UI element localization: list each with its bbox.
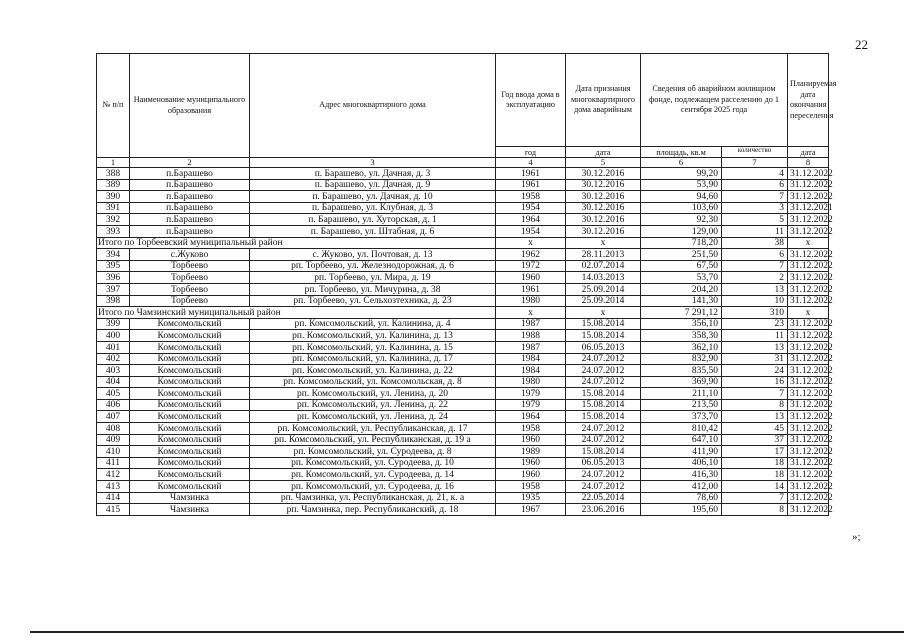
row-number: 393	[97, 225, 130, 237]
total-plan-cell: х	[788, 307, 829, 319]
address-cell: рп. Комсомольский, ул. Суродеева, д. 16	[250, 481, 496, 493]
residents-count-cell: 7	[722, 388, 788, 400]
table-row	[97, 168, 829, 180]
planned-date-cell: 31.12.2022	[788, 504, 829, 516]
year-cell: 1958	[496, 481, 566, 493]
recognition-date-cell: 22.05.2014	[566, 492, 641, 504]
year-cell: 1960	[496, 272, 566, 284]
address-cell: рп. Комсомольский, ул. Суродеева, д. 10	[250, 457, 496, 469]
planned-date-cell: 31.12.2022	[788, 249, 829, 261]
municipality-cell: Комсомольский	[130, 423, 250, 435]
address-cell: рп. Торбеево, ул. Железнодорожная, д. 6	[250, 260, 496, 272]
municipality-cell: п.Барашево	[130, 179, 250, 191]
planned-date-cell: 31.12.2022	[788, 272, 829, 284]
header-info: Сведения об аварийном жилищном фонде, подлежащем расселению до 1 сентября 2025 года	[641, 54, 788, 147]
address-cell: рп. Комсомольский, ул. Ленина, д. 20	[250, 388, 496, 400]
year-cell: 1960	[496, 457, 566, 469]
planned-date-cell: 31.12.2022	[788, 283, 829, 295]
table-row	[97, 446, 829, 458]
residents-count-cell: 18	[722, 469, 788, 481]
area-cell: 647,10	[641, 434, 722, 446]
area-cell: 103,60	[641, 202, 722, 214]
row-number: 408	[97, 423, 130, 435]
residents-count-cell: 31	[722, 353, 788, 365]
row-number: 399	[97, 318, 130, 330]
municipality-cell: Комсомольский	[130, 341, 250, 353]
area-cell: 369,90	[641, 376, 722, 388]
residents-count-cell: 2	[722, 272, 788, 284]
residents-count-cell: 13	[722, 283, 788, 295]
year-cell: 1980	[496, 295, 566, 307]
row-number: 402	[97, 353, 130, 365]
year-cell: 1989	[496, 446, 566, 458]
table-row	[97, 492, 829, 504]
residents-count-cell: 18	[722, 457, 788, 469]
residents-count-cell: 14	[722, 481, 788, 493]
recognition-date-cell: 24.07.2012	[566, 353, 641, 365]
table-row	[97, 423, 829, 435]
residents-count-cell: 17	[722, 446, 788, 458]
table-row	[97, 504, 829, 516]
table-row	[97, 249, 829, 261]
recognition-date-cell: 28.11.2013	[566, 249, 641, 261]
recognition-date-cell: 30.12.2016	[566, 168, 641, 180]
row-number: 413	[97, 481, 130, 493]
address-cell: рп. Комсомольский, ул. Калинина, д. 15	[250, 341, 496, 353]
table-row	[97, 411, 829, 423]
subheader-area: площадь, кв.м	[641, 147, 722, 158]
area-cell: 195,60	[641, 504, 722, 516]
row-number: 404	[97, 376, 130, 388]
table-row	[97, 214, 829, 226]
year-cell: 1958	[496, 423, 566, 435]
year-cell: 1964	[496, 214, 566, 226]
address-cell: рп. Комсомольский, ул. Республиканская, д. 19 а	[250, 434, 496, 446]
municipality-cell: Комсомольский	[130, 318, 250, 330]
year-cell: 1961	[496, 283, 566, 295]
area-cell: 411,90	[641, 446, 722, 458]
planned-date-cell: 31.12.2022	[788, 388, 829, 400]
recognition-date-cell: 24.07.2012	[566, 423, 641, 435]
municipality-cell: Комсомольский	[130, 330, 250, 342]
year-cell: 1960	[496, 469, 566, 481]
residents-count-cell: 6	[722, 179, 788, 191]
area-cell: 204,20	[641, 283, 722, 295]
municipality-cell: п.Барашево	[130, 225, 250, 237]
planned-date-cell: 31.12.2022	[788, 330, 829, 342]
planned-date-cell: 31.12.2022	[788, 446, 829, 458]
year-cell: 1980	[496, 376, 566, 388]
planned-date-cell: 31.12.2022	[788, 434, 829, 446]
municipality-cell: Торбеево	[130, 260, 250, 272]
column-number: 5	[566, 158, 641, 168]
subheader-date: дата	[566, 147, 641, 158]
subheader-year: год	[496, 147, 566, 158]
recognition-date-cell: 30.12.2016	[566, 179, 641, 191]
area-cell: 53,70	[641, 272, 722, 284]
municipality-cell: п.Барашево	[130, 202, 250, 214]
header-municipality: Наименование муниципального образования	[130, 54, 250, 158]
residents-count-cell: 3	[722, 202, 788, 214]
total-label: Итого по Чамзинский муниципальный район	[97, 307, 496, 319]
address-cell: рп. Комсомольский, ул. Калинина, д. 22	[250, 365, 496, 377]
municipality-cell: Комсомольский	[130, 481, 250, 493]
area-cell: 362,10	[641, 341, 722, 353]
column-number: 4	[496, 158, 566, 168]
residents-count-cell: 13	[722, 341, 788, 353]
residents-count-cell: 37	[722, 434, 788, 446]
recognition-date-cell: 24.07.2012	[566, 469, 641, 481]
address-cell: п. Барашево, ул. Дачная, д. 10	[250, 191, 496, 203]
address-cell: рп. Чамзинка, ул. Республиканская, д. 21, к. а	[250, 492, 496, 504]
year-cell: 1964	[496, 411, 566, 423]
table-row	[97, 179, 829, 191]
municipality-cell: Торбеево	[130, 272, 250, 284]
municipality-cell: Комсомольский	[130, 365, 250, 377]
area-cell: 92,30	[641, 214, 722, 226]
address-cell: п. Барашево, ул. Хуторская, д. 1	[250, 214, 496, 226]
header-address: Адрес многоквартирного дома	[250, 54, 496, 158]
total-area-cell: 7 291,12	[641, 307, 722, 319]
recognition-date-cell: 15.08.2014	[566, 411, 641, 423]
subheader-planned-date: дата	[788, 147, 829, 158]
table-row	[97, 481, 829, 493]
area-cell: 129,00	[641, 225, 722, 237]
total-date-cell: х	[566, 307, 641, 319]
column-number: 3	[250, 158, 496, 168]
year-cell: 1954	[496, 202, 566, 214]
address-cell: рп. Комсомольский, ул. Ленина, д. 22	[250, 399, 496, 411]
planned-date-cell: 31.12.2022	[788, 411, 829, 423]
year-cell: 1988	[496, 330, 566, 342]
total-count-cell: 310	[722, 307, 788, 319]
planned-date-cell: 31.12.2021	[788, 202, 829, 214]
planned-date-cell: 31.12.2022	[788, 399, 829, 411]
residents-count-cell: 24	[722, 365, 788, 377]
address-cell: рп. Комсомольский, ул. Комсомольская, д. 8	[250, 376, 496, 388]
area-cell: 94,60	[641, 191, 722, 203]
row-number: 400	[97, 330, 130, 342]
year-cell: 1987	[496, 318, 566, 330]
total-area-cell: 718,20	[641, 237, 722, 249]
recognition-date-cell: 30.12.2016	[566, 214, 641, 226]
year-cell: 1984	[496, 353, 566, 365]
residents-count-cell: 10	[722, 295, 788, 307]
area-cell: 141,30	[641, 295, 722, 307]
recognition-date-cell: 30.12.2016	[566, 191, 641, 203]
total-row	[97, 307, 829, 319]
address-cell: с. Жуково, ул. Почтовая, д. 13	[250, 249, 496, 261]
recognition-date-cell: 24.07.2012	[566, 376, 641, 388]
row-number: 414	[97, 492, 130, 504]
address-cell: рп. Комсомольский, ул. Суродеева, д. 8	[250, 446, 496, 458]
planned-date-cell: 31.12.2022	[788, 260, 829, 272]
address-cell: рп. Комсомольский, ул. Ленина, д. 24	[250, 411, 496, 423]
residents-count-cell: 7	[722, 492, 788, 504]
address-cell: рп. Комсомольский, ул. Калинина, д. 17	[250, 353, 496, 365]
planned-date-cell: 31.12.2022	[788, 225, 829, 237]
address-cell: рп. Чамзинка, пер. Республиканский, д. 18	[250, 504, 496, 516]
column-numbers-row	[97, 158, 829, 168]
year-cell: 1954	[496, 225, 566, 237]
table-row	[97, 469, 829, 481]
residents-count-cell: 13	[722, 411, 788, 423]
row-number: 396	[97, 272, 130, 284]
table-row	[97, 318, 829, 330]
residents-count-cell: 11	[722, 330, 788, 342]
row-number: 397	[97, 283, 130, 295]
residents-count-cell: 23	[722, 318, 788, 330]
address-cell: рп. Комсомольский, ул. Суродеева, д. 14	[250, 469, 496, 481]
total-year-cell: х	[496, 307, 566, 319]
row-number: 398	[97, 295, 130, 307]
table-row	[97, 330, 829, 342]
row-number: 405	[97, 388, 130, 400]
recognition-date-cell: 15.08.2014	[566, 388, 641, 400]
row-number: 391	[97, 202, 130, 214]
residents-count-cell: 45	[722, 423, 788, 435]
header-planned: Планируемая дата окончания переселения	[788, 54, 829, 147]
recognition-date-cell: 15.08.2014	[566, 318, 641, 330]
year-cell: 1958	[496, 191, 566, 203]
total-count-cell: 38	[722, 237, 788, 249]
residents-count-cell: 8	[722, 504, 788, 516]
year-cell: 1960	[496, 434, 566, 446]
year-cell: 1935	[496, 492, 566, 504]
year-cell: 1984	[496, 365, 566, 377]
total-label: Итого по Торбеевский муниципальный район	[97, 237, 496, 249]
recognition-date-cell: 30.12.2016	[566, 225, 641, 237]
recognition-date-cell: 24.07.2012	[566, 365, 641, 377]
column-number: 8	[788, 158, 829, 168]
page-number: 22	[855, 37, 868, 52]
row-number: 389	[97, 179, 130, 191]
area-cell: 810,42	[641, 423, 722, 435]
table-row	[97, 457, 829, 469]
bottom-divider	[30, 631, 904, 633]
municipality-cell: Комсомольский	[130, 434, 250, 446]
row-number: 394	[97, 249, 130, 261]
row-number: 411	[97, 457, 130, 469]
planned-date-cell: 31.12.2022	[788, 191, 829, 203]
year-cell: 1961	[496, 179, 566, 191]
municipality-cell: п.Барашево	[130, 168, 250, 180]
total-row	[97, 237, 829, 249]
row-number: 409	[97, 434, 130, 446]
recognition-date-cell: 15.08.2014	[566, 330, 641, 342]
table-row	[97, 202, 829, 214]
planned-date-cell: 31.12.2022	[788, 376, 829, 388]
area-cell: 251,50	[641, 249, 722, 261]
planned-date-cell: 31.12.2022	[788, 179, 829, 191]
row-number: 406	[97, 399, 130, 411]
municipality-cell: Торбеево	[130, 283, 250, 295]
area-cell: 358,30	[641, 330, 722, 342]
planned-date-cell: 31.12.2022	[788, 365, 829, 377]
table-row	[97, 388, 829, 400]
header-year: Год ввода дома в эксплуатацию	[496, 54, 566, 147]
column-number: 2	[130, 158, 250, 168]
year-cell: 1972	[496, 260, 566, 272]
address-cell: рп. Торбеево, ул. Сельхозтехника, д. 23	[250, 295, 496, 307]
area-cell: 373,70	[641, 411, 722, 423]
residents-count-cell: 4	[722, 168, 788, 180]
table-row	[97, 399, 829, 411]
table-row	[97, 295, 829, 307]
table-row	[97, 283, 829, 295]
recognition-date-cell: 24.07.2012	[566, 481, 641, 493]
municipality-cell: с.Жуково	[130, 249, 250, 261]
recognition-date-cell: 23.06.2016	[566, 504, 641, 516]
recognition-date-cell: 06.05.2013	[566, 341, 641, 353]
residents-count-cell: 5	[722, 214, 788, 226]
row-number: 401	[97, 341, 130, 353]
header-row	[97, 54, 829, 147]
address-cell: п. Барашево, ул. Дачная, д. 3	[250, 168, 496, 180]
total-plan-cell: х	[788, 237, 829, 249]
municipality-cell: Комсомольский	[130, 469, 250, 481]
table-row	[97, 434, 829, 446]
total-year-cell: х	[496, 237, 566, 249]
residents-count-cell: 7	[722, 191, 788, 203]
area-cell: 356,10	[641, 318, 722, 330]
municipality-cell: п.Барашево	[130, 214, 250, 226]
row-number: 403	[97, 365, 130, 377]
header-recognition: Дата признания многоквартирного дома аварийным	[566, 54, 641, 147]
area-cell: 211,10	[641, 388, 722, 400]
row-number: 390	[97, 191, 130, 203]
municipality-cell: Комсомольский	[130, 353, 250, 365]
row-number: 407	[97, 411, 130, 423]
row-number: 395	[97, 260, 130, 272]
municipality-cell: Комсомольский	[130, 376, 250, 388]
year-cell: 1961	[496, 168, 566, 180]
area-cell: 412,00	[641, 481, 722, 493]
recognition-date-cell: 02.07.2014	[566, 260, 641, 272]
municipality-cell: Чамзинка	[130, 504, 250, 516]
residents-count-cell: 16	[722, 376, 788, 388]
recognition-date-cell: 24.07.2012	[566, 434, 641, 446]
recognition-date-cell: 15.08.2014	[566, 399, 641, 411]
address-cell: рп. Торбеево, ул. Мира, д. 19	[250, 272, 496, 284]
municipality-cell: Комсомольский	[130, 446, 250, 458]
area-cell: 416,30	[641, 469, 722, 481]
column-number: 1	[97, 158, 130, 168]
area-cell: 53,90	[641, 179, 722, 191]
column-number: 7	[722, 158, 788, 168]
area-cell: 406,10	[641, 457, 722, 469]
address-cell: п. Барашево, ул. Штабная, д. 6	[250, 225, 496, 237]
table-row	[97, 353, 829, 365]
planned-date-cell: 31.12.2022	[788, 168, 829, 180]
address-cell: рп. Торбеево, ул. Мичурина, д. 38	[250, 283, 496, 295]
address-cell: рп. Комсомольский, ул. Калинина, д. 4	[250, 318, 496, 330]
planned-date-cell: 31.12.2022	[788, 423, 829, 435]
planned-date-cell: 31.12.2022	[788, 481, 829, 493]
row-number: 410	[97, 446, 130, 458]
year-cell: 1962	[496, 249, 566, 261]
closing-quote-mark: »;	[852, 531, 861, 543]
municipality-cell: Комсомольский	[130, 411, 250, 423]
planned-date-cell: 31.12.2022	[788, 469, 829, 481]
table-row	[97, 191, 829, 203]
table-row	[97, 341, 829, 353]
recognition-date-cell: 25.09.2014	[566, 295, 641, 307]
year-cell: 1979	[496, 388, 566, 400]
row-number: 415	[97, 504, 130, 516]
area-cell: 78,60	[641, 492, 722, 504]
table-row	[97, 365, 829, 377]
address-cell: п. Барашево, ул. Дачная, д. 9	[250, 179, 496, 191]
area-cell: 67,50	[641, 260, 722, 272]
municipality-cell: Комсомольский	[130, 457, 250, 469]
residents-count-cell: 6	[722, 249, 788, 261]
area-cell: 835,50	[641, 365, 722, 377]
recognition-date-cell: 30.12.2016	[566, 202, 641, 214]
address-cell: п. Барашево, ул. Клубная, д. 3	[250, 202, 496, 214]
housing-table	[96, 53, 837, 516]
area-cell: 213,50	[641, 399, 722, 411]
residents-count-cell: 8	[722, 399, 788, 411]
planned-date-cell: 31.12.2022	[788, 353, 829, 365]
row-number: 412	[97, 469, 130, 481]
subheader-count: количество	[722, 147, 788, 158]
area-cell: 832,90	[641, 353, 722, 365]
municipality-cell: Комсомольский	[130, 399, 250, 411]
table-row	[97, 260, 829, 272]
address-cell: рп. Комсомольский, ул. Калинина, д. 13	[250, 330, 496, 342]
municipality-cell: Торбеево	[130, 295, 250, 307]
residents-count-cell: 11	[722, 225, 788, 237]
planned-date-cell: 31.12.2022	[788, 214, 829, 226]
row-number: 392	[97, 214, 130, 226]
municipality-cell: п.Барашево	[130, 191, 250, 203]
municipality-cell: Чамзинка	[130, 492, 250, 504]
year-cell: 1979	[496, 399, 566, 411]
table-row	[97, 376, 829, 388]
column-number: 6	[641, 158, 722, 168]
year-cell: 1987	[496, 341, 566, 353]
total-date-cell: х	[566, 237, 641, 249]
header-num: № п/п	[97, 54, 130, 158]
planned-date-cell: 31.12.2022	[788, 492, 829, 504]
planned-date-cell: 31.12.2022	[788, 457, 829, 469]
recognition-date-cell: 25.09.2014	[566, 283, 641, 295]
recognition-date-cell: 15.08.2014	[566, 446, 641, 458]
municipality-cell: Комсомольский	[130, 388, 250, 400]
recognition-date-cell: 06.05.2013	[566, 457, 641, 469]
area-cell: 99,20	[641, 168, 722, 180]
table-row	[97, 272, 829, 284]
address-cell: рп. Комсомольский, ул. Республиканская, д. 17	[250, 423, 496, 435]
planned-date-cell: 31.12.2022	[788, 341, 829, 353]
table-row	[97, 225, 829, 237]
residents-count-cell: 7	[722, 260, 788, 272]
year-cell: 1967	[496, 504, 566, 516]
row-number: 388	[97, 168, 130, 180]
recognition-date-cell: 14.03.2013	[566, 272, 641, 284]
planned-date-cell: 31.12.2022	[788, 318, 829, 330]
planned-date-cell: 31.12.2022	[788, 295, 829, 307]
